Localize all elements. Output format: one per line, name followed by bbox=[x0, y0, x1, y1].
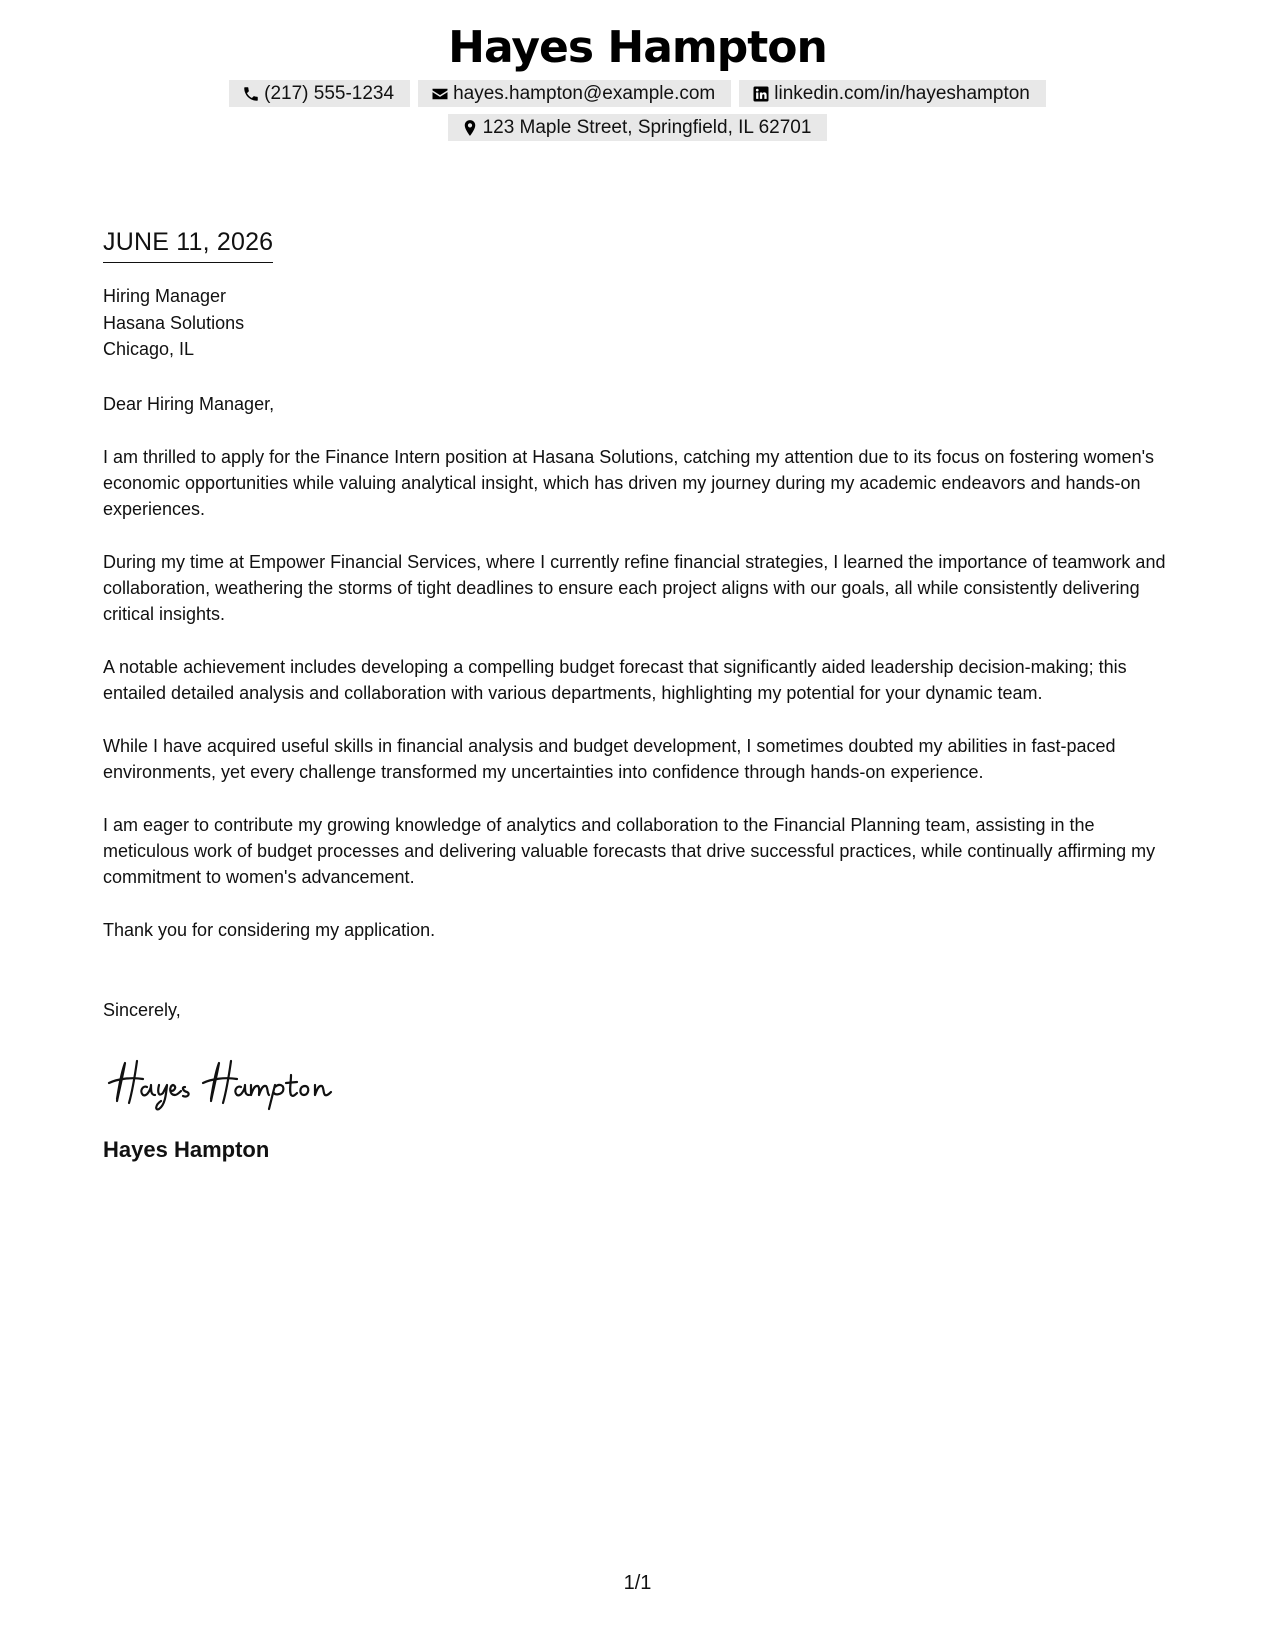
linkedin-icon bbox=[752, 85, 770, 103]
address-chip bbox=[448, 114, 828, 141]
salutation: Dear Hiring Manager, bbox=[103, 393, 275, 414]
phone-chip[interactable] bbox=[229, 80, 410, 107]
address-text: 123 Maple Street, Springfield, IL 62701 bbox=[482, 116, 812, 138]
letter-header bbox=[0, 20, 1275, 141]
page-number: 1/1 bbox=[623, 1572, 652, 1594]
paragraph: A notable achievement includes developing a compelling budget forecast that significantly aided leadership decision-making; this entailed detailed analysis and collaboration with various departments, highlighting my potential for your dynamic team. bbox=[103, 656, 1127, 703]
phone-text: (217) 555-1234 bbox=[264, 82, 395, 104]
paragraph: Thank you for considering my application. bbox=[103, 919, 436, 940]
recipient-title: Hiring Manager bbox=[103, 286, 227, 306]
closing: Sincerely, bbox=[103, 999, 181, 1020]
phone-icon bbox=[242, 85, 260, 103]
letter-body bbox=[103, 224, 1178, 1164]
linkedin-text: linkedin.com/in/hayeshampton bbox=[774, 82, 1030, 104]
linkedin-chip[interactable] bbox=[739, 80, 1046, 107]
contact-row-secondary bbox=[0, 114, 1275, 141]
paragraph: I am thrilled to apply for the Finance Intern position at Hasana Solutions, catching my attention due to its focus on fostering women's economic opportunities while valuing analytical insight, which has driven my journey during my academic endeavors and hands-on experiences. bbox=[103, 446, 1155, 519]
paragraph: While I have acquired useful skills in financial analysis and budget development, I sometimes doubted my abilities in fast-paced environments, yet every challenge transformed my uncertainties into confidence through hands-on experience. bbox=[103, 735, 1116, 782]
envelope-icon bbox=[431, 85, 449, 103]
handwritten-signature bbox=[103, 1053, 363, 1111]
sender-name: Hayes Hampton bbox=[448, 22, 827, 73]
email-chip[interactable] bbox=[418, 80, 731, 107]
map-marker-icon bbox=[461, 119, 479, 137]
paragraph: I am eager to contribute my growing knowledge of analytics and collaboration to the Financial Planning team, assisting in the meticulous work of budget processes and delivering valuable forecasts that drive successful practices, while continually affirming my commitment to women's advancement. bbox=[103, 814, 1156, 887]
recipient-block bbox=[103, 283, 1178, 363]
email-text: hayes.hampton@example.com bbox=[453, 82, 716, 104]
paragraph: During my time at Empower Financial Services, where I currently refine financial strategies, I learned the importance of teamwork and collaboration, weathering the storms of tight deadlines to ensure each project aligns with our goals, all while consistently delivering critical insights. bbox=[103, 551, 1166, 624]
letter-date: JUNE 11, 2026 bbox=[103, 224, 273, 263]
recipient-company: Hasana Solutions bbox=[103, 312, 245, 333]
recipient-location: Chicago, IL bbox=[103, 339, 195, 359]
signed-name: Hayes Hampton bbox=[103, 1136, 270, 1162]
contact-row-primary bbox=[0, 80, 1275, 107]
